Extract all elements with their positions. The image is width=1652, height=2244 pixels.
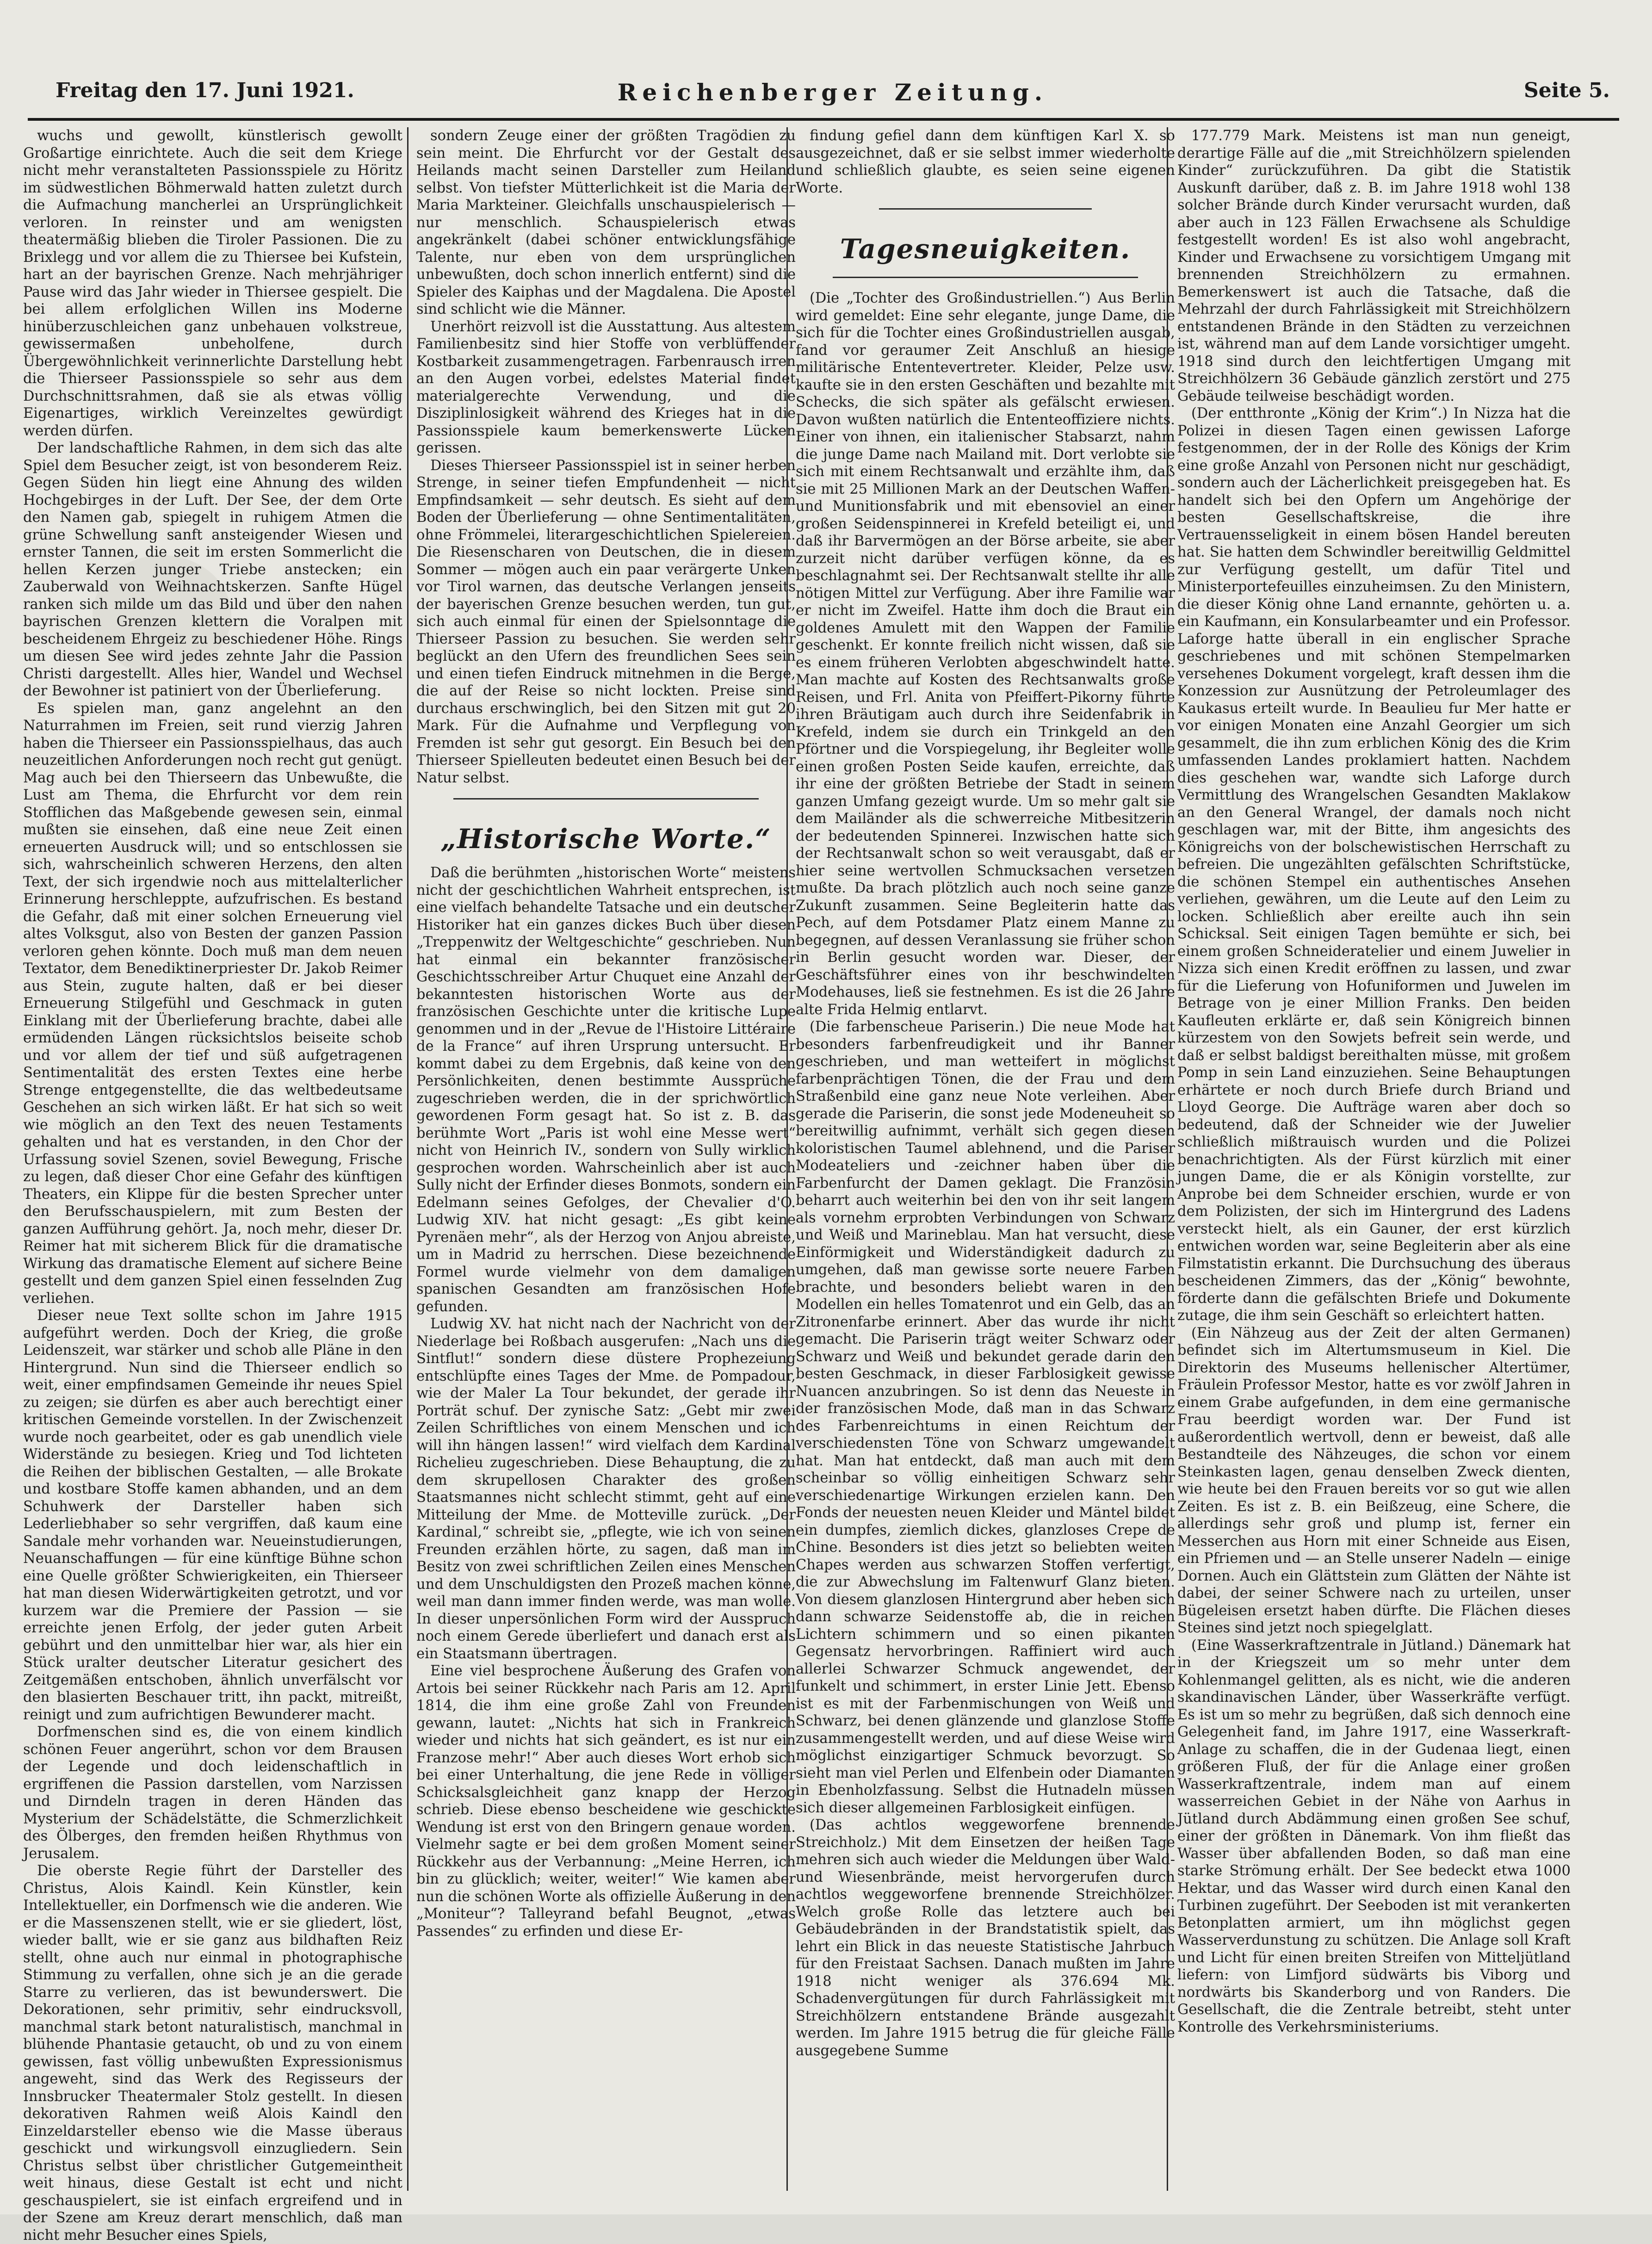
article-paragraph: Daß die berühmten „historischen Worte“ meistens nicht der geschichtlichen Wahrheit entsprechen, ist eine vielfach behandelte Tatsache und ein deutscher Historiker hat ein ganzes dickes Buch über diesen „Treppenwitz der Weltgeschichte“ geschrieben. Nun hat einmal ein bekannter französischer Geschichtsschreiber Artur Chuquet eine Anzahl der bekanntesten historischen Worte aus der französischen Geschichte unter die kritische Lupe genommen und in der „Revue de l'Histoire Littéraire de la France“ auf ihren Ursprung untersucht. Er kommt dabei zu dem Ergebnis, daß keine von den Persönlichkeiten, denen bestimmte Aussprüche zugeschrieben werden, die in der sprichwörtlich gewordenen Form gesagt hat. So ist z. B. das berühmte Wort „Paris ist wohl eine Messe wert“ nicht von Heinrich IV., sondern von Sully wirklich gesprochen worden. Wahrscheinlich aber ist auch Sully nicht der Erfinder dieses Bonmots, sondern ein Edelmann seines Gefolges, der Chevalier d'O. Ludwig XIV. hat nicht gesagt: „Es gibt keine Pyrenäen mehr“, als der Herzog von Anjou abreiste, um in Madrid zu herrschen. Diese bezeichnende Formel wurde vielmehr von dem damaligen spanischen Gesandten am französischen Hofe gefunden.: [416, 865, 796, 1315]
news-item: (Die „Tochter des Großindustriellen.“) Aus Berlin wird gemeldet: Eine sehr elegante, junge Dame, die sich für die Tochter eines Großindustriellen ausgab, fand vor geraumer Zeit Anschluß an hiesige militärische Ententevertreter. Kleider, Pelze usw. kaufte sie in den ersten Geschäften und bezahlte mit Schecks, die sich später als gefälscht erwiesen. Davon wußten natürlich die Ententeoffiziere nichts. Einer von ihnen, ein italienischer Stabsarzt, nahm die junge Dame nach Mailand mit. Dort verlobte sie sich mit einem Rechtsanwalt und erzählte ihm, daß sie mit 25 Millionen Mark an der Deutschen Waffen- und Munitionsfabrik und mit ebensoviel an einer großen Seidenspinnerei in Krefeld beteiligt ei, und daß ihr Barvermögen an der Börse arbeite, sie aber zurzeit nicht darüber verfügen könne, da es beschlagnahmt sei. Der Rechtsanwalt stellte ihr alle nötigen Mittel zur Verfügung. Aber ihre Familie war er nicht im Zweifel. Hatte ihm doch die Braut ein goldenes Amulett mit den Wappen der Familie geschenkt. Er konnte freilich nicht wissen, daß sie es einem früheren Verlobten abgeschwindelt hatte. Man machte auf Kosten des Rechtsanwalts große Reisen, und Frl. Anita von Pfeiffert-Pikorny führte ihren Bräutigam auch durch ihre Seidenfabrik in Krefeld, indem sie durch ein Trinkgeld an den Pförtner und die Vorspiegelung, ihr Begleiter wolle einen großen Posten Seide kaufen, erreichte, daß ihr eine der größten Betriebe der Stadt in seinem ganzen Umfang gezeigt wurde. Um so mehr galt sie dem Mailänder als die schwerreiche Mitbesitzerin der bedeutenden Spinnerei. Inzwischen hatte sich der Rechtsanwalt schon so weit verausgabt, daß er hier seine wertvollen Schmucksachen versetzen mußte. Da brach plötzlich auch noch seine ganze Zukunft zusammen. Seine Begleiterin hatte das Pech, auf dem Potsdamer Platz einem Manne zu begegnen, auf dessen Veranlassung sie früher schon in Berlin gesucht worden war. Dieser, der Geschäftsführer eines von ihr beschwindelten Modehauses, ließ sie festnehmen. Es ist die 26 Jahre alte Frida Helmig entlarvt.: [796, 290, 1175, 1018]
section-headline: Tagesneuigkeiten.: [840, 233, 1131, 265]
article-paragraph: Die oberste Regie führt der Darsteller des Christus, Alois Kaindl. Kein Künstler, kein Intellektueller, ein Dorfmensch wie die anderen. Wie er die Massenszenen stellt, wie er sie gliedert, löst, wieder ballt, wie er sie ganz aus bildhaften Reiz stellt, ohne auch nur einmal in photographische Stimmung zu verfallen, ohne sich je an die gerade Starre zu verlieren, das ist bewunderswert. Die Dekorationen, sehr primitiv, sehr eindrucksvoll, manchmal stark betont naturalistisch, manchmal in blühende Phantasie getaucht, ob und zu von einem gewissen, fast völlig unbewußten Expressionismus angeweht, sind das Werk des Regisseurs der Innsbrucker Theatermaler Stolz gestellt. In diesen dekorativen Rahmen weiß Alois Kaindl den Einzeldarsteller ebenso wie die Masse überaus geschickt und wirkungsvoll einzugliedern. Sein Christus selbst über christlicher Gutgemeintheit weit hinaus, diese Gestalt ist echt und nicht geschauspielert, sie ist einfach ergreifend und in der Szene am Kreuz derart menschlich, daß man nicht mehr Besucher eines Spiels,: [23, 1863, 402, 2244]
news-item: 177.779 Mark. Meistens ist man nun geneigt, derartige Fälle auf die „mit Streichhölzern spielenden Kinder“ zurückzuführen. Da gibt die Statistik Auskunft darüber, daß z. B. im Jahre 1918 wohl 138 solcher Brände durch Kinder verursacht wurden, daß aber auch in 123 Fällen Erwachsene als Schuldige festgestellt worden! Es ist also wohl angebracht, Kinder und Erwachsene zu vorsichtigem Umgang mit brennenden Streichhölzern zu ermahnen. Bemerkenswert ist auch die Tatsache, daß die Mehrzahl der durch Fahrlässigkeit mit Streichhölzern entstandenen Brände in den Städten zu verzeichnen ist, während man auf dem Lande vorsichtiger umgeht. 1918 sind durch den leichtfertigen Umgang mit Streichhölzern 36 Gebäude gänzlich zerstört und 275 Gebäude teilweise beschädigt worden.: [1177, 128, 1571, 404]
article-headline: „Historische Worte.“: [440, 823, 772, 855]
column-2: [416, 127, 796, 2191]
article-paragraph: Ludwig XV. hat nicht nach der Nachricht von der Niederlage bei Roßbach ausgerufen: „Nach uns die Sintflut!“ sondern diese düstere Prophezeiung entschlüpfte eines Tages der Mme. de Pompadour, wie der Maler La Tour bekundet, der gerade ihr Porträt schuf. Der zynische Satz: „Gebt mir zwei Zeilen Schriftliches von einem Menschen und ich will ihn hängen lassen!“ wird vielfach dem Kardinal Richelieu zugeschrieben. Diese Behauptung, die zu dem skrupellosen Charakter des großen Staatsmannes nicht schlecht stimmt, geht auf eine Mitteilung der Mme. de Motteville zurück. „Der Kardinal,“ schreibt sie, „pflegte, wie ich von seinen Freunden erzählen hörte, zu sagen, daß man im Besitz von zwei schriftlichen Zeilen eines Menschen und dem Unschuldigsten den Prozeß machen könne, weil man dann immer finden werde, was man wolle. In dieser unpersönlichen Form wird der Ausspruch noch einem Gerede überliefert und danach erst als ein Staatsmann übertragen.: [416, 1316, 796, 1662]
column-divider: [407, 127, 408, 2191]
article-paragraph: Der landschaftliche Rahmen, in dem sich das alte Spiel dem Besucher zeigt, ist von besonderem Reiz. Gegen Süden hin liegt eine Ahnung des wilden Hochgebirges in der Luft. Der See, der dem Orte den Namen gab, spiegelt in ruhigem Atmen die grüne Schwellung sanft ansteigender Wiesen und ernster Tannen, die seit im ersten Sommerlicht die hellen Kerzen junger Triebe anstecken; ein Zauberwald von Weihnachtskerzen. Sanfte Hügel ranken sich milde um das Bild und über den nahen bayrischen Grenzen klettern die Voralpen mit bescheidenem Ehrgeiz zu beschiedener Höhe. Rings um diesen See wird jedes zehnte Jahr die Passion Christi dargestellt. Alles hier, Wandel und Wechsel der Bewohner ist patiniert von der Überlieferung.: [23, 440, 402, 699]
section-rule: [833, 277, 1138, 278]
header-rule: [28, 118, 1619, 121]
article-paragraph: Es spielen man, ganz angelehnt an den Naturrahmen im Freien, seit rund vierzig Jahren haben die Thierseer ein Passionsspielhaus, das auch neuzeitlichen Anforderungen noch recht gut genügt. Mag auch bei den Thierseern das Unbewußte, die Lust am Thema, die Ehrfurcht vor dem rein Stofflichen das Maßgebende gewesen sein, einmal mußten sie einsehen, daß eine neue Zeit einen erneuerten Ausdruck will; und so entschlossen sie sich, wahrscheinlich schweren Herzens, den alten Text, der sich irgendwie noch aus mittelalterlicher Erinnerung herschleppte, aufzufrischen. Es bestand die Gefahr, daß mit einer solchen Erneuerung viel altes Volksgut, also von Besten der ganzen Passion verloren gehen könnte. Doch muß man dem neuen Textator, dem Benediktinerpriester Dr. Jakob Reimer aus Stein, zugute halten, daß er bei dieser Erneuerung Stilgefühl und Geschmack in guten Einklang mit der Überlieferung brachte, dabei alle ermüdenden Längen rücksichtslos beiseite schob und vor allem der tief und süß aufgetragenen Sentimentalität des ersten Textes eine herbe Strenge entgegenstellte, die das weltbedeutsame Geschehen an sich wirken läßt. Er hat sich so weit wie möglich an den Text des neuen Testaments gehalten und hat es verstanden, in den Chor der Urfassung soviel Szenen, soviel Bewegung, Frische zu legen, daß dieser Chor eine Gefahr des künftigen Theaters, ein Klippe für die besten Sprecher unter den Berufsschauspielern, mit zum Besten der ganzen Aufführung gehört. Ja, noch mehr, dieser Dr. Reimer hat mit sicherem Blick für die dramatische Wirkung das dramatische Element auf sichere Beine gestellt und dem ganzen Spiel einen fesselnden Zug verliehen.: [23, 700, 402, 1307]
column-1: [23, 127, 402, 2244]
page-number: Seite 5.: [1523, 79, 1610, 102]
column-4: [1177, 127, 1571, 2191]
news-item: (Der entthronte „König der Krim“.) In Nizza hat die Polizei in diesen Tagen einen gewissen Laforge festgenommen, der in der Rolle des Königs der Krim eine große Anzahl von Personen nicht nur geschädigt, sondern auch der Lächerlichkeit preisgegeben hat. Es handelt sich bei den Opfern um Angehörige der besten Gesellschaftskreise, die ihre Vertrauensseligkeit in einem bösen Handel bereuten hat. Sie hatten dem Schwindler bereitwillig Geldmittel zur Verfügung gestellt, um dafür Titel und Ministerportefeuilles einzuheimsen. Zu den Ministern, die dieser König ohne Land ernannte, gehörten u. a. ein Kaufmann, ein Konsularbeamter und ein Professor. Laforge hatte überall in ein englischer Sprache geschriebenes und mit schönen Stempelmarken versehenes Dokument vorgelegt, kraft dessen ihm die Konzession zur Ausnützung der Petroleumlager des Kaukasus erteilt wurde. In Beaulieu fur Mer hatte er vor einigen Monaten eine Anzahl Georgier um sich gesammelt, die ihn zum erblichen König des die Krim umfassenden Landes proklamiert hatten. Nachdem dies geschehen war, wandte sich Laforge durch Vermittlung des Wrangelschen Gesandten Maklakow an den General Wrangel, der damals noch nicht geschlagen war, mit der Bitte, ihm angesichts des Königreichs von der bolschewistischen Herrschaft zu befreien. Die ungezählten gefälschten Schriftstücke, die schönen Stempel ein authentisches Ansehen verliehen, gewähren, um die Leute auf den Leim zu locken. Schließlich aber ereilte auch ihn sein Schicksal. Seit einigen Tagen bemühte er sich, bei einem großen Schneideratelier und einem Juwelier in Nizza sich einen Kredit eröffnen zu lassen, und zwar für die Lieferung von Hofuniformen und Juwelen im Betrage von je einer Million Franks. Den beiden Kaufleuten erklärte er, daß sein Königreich binnen kürzestem von den Sowjets befreit sein werde, und daß er selbst baldigst bereithalten müsse, mit großem Pomp in sein Land einzuziehen. Seine Behauptungen erhärtete er noch durch Briefe durch Briand und Lloyd George. Die Aufträge waren aber doch so bedeutend, daß der Schneider wie der Juwelier schließlich mißtrauisch wurden und die Polizei benachrichtigten. Als der Fürst kürzlich mit einer jungen Dame, die er als Königin vorstellte, zur Anprobe bei dem Schneider erschien, wurde er von dem Polizisten, der sich im Hintergrund des Ladens versteckt hielt, als ein Gauner, der erst kürzlich entwichen worden war, seine Begleiterin aber als eine Filmstatistin erkannt. Die Durchsuchung des überaus bescheidenen Zimmers, das der „König“ bewohnte, förderte dann die gefälschten Briefe und Dokumente zutage, die ihm sein Geschäft so erleichtert hatten.: [1177, 405, 1571, 1324]
issue-date: Freitag den 17. Juni 1921.: [56, 79, 354, 102]
news-item: (Eine Wasserkraftzentrale in Jütland.) Dänemark hat in der Kriegszeit um so mehr unter dem Kohlenmangel gelitten, als es nicht, wie die anderen skandinavischen Länder, über Wasserkräfte verfügt. Es ist um so mehr zu begrüßen, daß sich dennoch eine Gelegenheit fand, im Jahre 1917, eine Wasserkraft-Anlage zu schaffen, die in der Gudenaa liegt, einen größeren Fluß, der für die Anlage einer großen Wasserkraftzentrale, indem man auf einem wasserreichen Gebiet in der Nähe von Aarhus in Jütland durch Abdämmung einen großen See schuf, einer der größten in Dänemark. Von ihm fließt das Wasser über abfallenden Boden, so daß man eine starke Strömung erhält. Der See bedeckt etwa 1000 Hektar, und das Wasser wird durch einen Kanal den Turbinen zugeführt. Der Seeboden ist mit verankerten Betonplatten armiert, um ihn möglichst gegen Wasserverdunstung zu schützen. Die Anlage soll Kraft und Licht für einen breiten Streifen von Mitteljütland liefern: von Limfjord südwärts bis Viborg und nordwärts bis Skanderborg und von Randers. Die Gesellschaft, die die Zentrale betreibt, steht unter Kontrolle des Verkehrsministeriums.: [1177, 1637, 1571, 2035]
section-rule: [453, 798, 759, 800]
article-paragraph: Dieser neue Text sollte schon im Jahre 1915 aufgeführt werden. Doch der Krieg, die große Leidenszeit, war stärker und schob alle Pläne in den Hintergrund. Nun sind die Thierseer endlich so weit, einer empfindsamen Gemeinde ihr neues Spiel zu zeigen; sie dürfen es aber auch berechtigt einer kritischen Gemeinde vorstellen. In der Zwischenzeit wurde noch gearbeitet, oder es gab unendlich viele Widerstände zu besiegen. Krieg und Tod lichteten die Reihen der biblischen Gestalten, — alle Brokate und kostbare Stoffe kamen abhanden, und an dem Schuhwerk der Darsteller haben sich Lederliebhaber so sehr vergriffen, daß kaum eine Sandale mehr vorhanden war. Neueinstudierungen, Neuanschaffungen — für eine künftige Bühne schon eine Quelle größter Schwierigkeiten, ein Thierseer hat man diesen Widerwärtigkeiten getrotzt, und vor kurzem war die Premiere der Passion — sie erreichte jenen Erfolg, der jeder guten Arbeit gebührt und den unmittelbar hier war, als hier ein Stück uralter deutscher Literatur gesichert des Zeitgemäßen entschoben, ähnlich unverfälscht vor den blasierten Beschauer tritt, ihn packt, mitreißt, reinigt und zum aufrichtigen Bewunderer macht.: [23, 1308, 402, 1723]
section-rule: [879, 208, 1092, 210]
article-paragraph: wuchs und gewollt, künstlerisch gewollt Großartige einrichtete. Auch die seit dem Kriege nicht mehr veranstalteten Passionsspiele zu Höritz im südwestlichen Böhmerwald hatten zuletzt durch die Aufmachung mancherlei an Ursprünglichkeit verloren. In reinster und am wenigsten theatermäßig blieben die Tiroler Passionen. Die zu Brixlegg und vor allem die zu Thiersee bei Kufstein, hart an der bayrischen Grenze. Nach mehrjähriger Pause wird das Jahr wieder in Thiersee gespielt. Die bei allem erfolglichen Willen ins Moderne hinüberzuschleichen ganz unbehauen volkstreue, gewissermaßen unbeholfene, durch Übergewöhnlichkeit verinnerlichte Darstellung hebt die Thierseer Passionsspiele so sehr aus dem Durchschnittsrahmen, daß sie als etwas völlig Eigenartiges, wirklich Vereinzeltes gewürdigt werden dürfen.: [23, 128, 402, 439]
article-paragraph: Dieses Thierseer Passionsspiel ist in seiner herben Strenge, in seiner tiefen Empfundenheit — nicht Empfindsamkeit — sehr deutsch. Es sieht auf dem Boden der Überlieferung — ohne Sentimentalitäten, ohne Frömmelei, literargeschichtlichen Spielereien. Die Riesenscharen von Deutschen, die in diesem Sommer — mögen auch ein paar verärgerte Unken vor Tirol warnen, das deutsche Verlangen jenseits der bayerischen Grenze besuchen werden, tun gut, sich auch einmal für einen der Spielsonntage die Thierseer Passion zu besuchen. Sie werden sehr beglückt an den Ufern des freundlichen Sees sein und einen tiefen Eindruck mitnehmen in die Berge, die auf der Reise so nicht lockten. Preise sind durchaus erschwinglich, bei den Sitzen mit gut 20 Mark. Für die Aufnahme und Verpflegung von Fremden ist sehr gut gesorgt. Ein Besuch bei den Thierseer Spielleuten bedeutet einen Besuch bei der Natur selbst.: [416, 457, 796, 786]
article-paragraph: sondern Zeuge einer der größten Tragödien zu sein meint. Die Ehrfurcht vor der Gestalt des Heilands macht seinen Darsteller zum Heiland selbst. Von tiefster Mütterlichkeit ist die Maria der Maria Markteiner. Gleichfalls unschauspielerisch — nur menschlich. Schauspielerisch etwas angekränkelt (dabei schöner entwicklungsfähige Talente, nur eben von dem ursprünglichen unbewußten, doch schon innerlich entfernt) sind die Spieler des Kaiphas und der Magdalena. Die Apostel sind schlicht wie die Männer.: [416, 128, 796, 317]
news-item: (Ein Nähzeug aus der Zeit der alten Germanen) befindet sich im Altertumsmuseum in Kiel. Die Direktorin des Museums hellenischer Altertümer, Fräulein Professor Mestor, hatte es vor zwölf Jahren in einem Grabe aufgefunden, in dem eine germanische Frau beerdigt worden war. Der Fund ist außerordentlich wertvoll, denn er beweist, daß alle Bestandteile des Nähzeuges, die schon vor einem Steinkasten lagen, genau denselben Zweck dienten, wie heute bei den Frauen bereits vor so gut wie allen Zeiten. Es ist z. B. ein Beißzeug, eine Schere, die allerdings sehr groß und plump ist, ferner ein Messerchen aus Horn mit einer Schneide aus Eisen, ein Pfriemen und — an Stelle unserer Nadeln — einige Dornen. Auch ein Glättstein zum Glätten der Nähte ist dabei, der seiner Schwere nach zu urteilen, unser Bügeleisen ersetzt haben dürfte. Die Flächen dieses Steines sind jetzt noch spiegelglatt.: [1177, 1325, 1571, 1636]
newspaper-title: Reichenberger Zeitung.: [617, 79, 1048, 106]
masthead: [28, 69, 1619, 111]
article-paragraph: Dorfmenschen sind es, die von einem kindlich schönen Feuer angerührt, schon vor dem Brausen der Legende und doch leidenschaftlich in ergriffenen die Passion darstellen, vom Narzissen und Dirndeln tragen in deren Händen das Mysterium der Schädelstätte, die Schmerzlichkeit des Ölberges, den fremden heißen Rhythmus von Jerusalem.: [23, 1724, 402, 1862]
article-paragraph: findung gefiel dann dem künftigen Karl X. so ausgezeichnet, daß er sie selbst immer wiederholte und schließlich glaubte, es seien seine eigenen Worte.: [796, 128, 1175, 196]
news-item: (Die farbenscheue Pariserin.) Die neue Mode hat besonders farbenfreudigkeit und ihr Banner geschrieben, und man wetteifert in möglichst farbenprächtigen Tönen, die der Frau und dem Straßenbild eine ganz neue Note verleihen. Aber gerade die Pariserin, die sonst jede Modeneuheit so bereitwillig aufnimmt, verhält sich gegen diesen koloristischen Taumel ablehnend, und die Pariser Modeateliers und -zeichner haben über die Farbenfurcht der Damen geklagt. Die Französin beharrt auch weiterhin bei den von ihr seit langem als vornehm erprobten Verbindungen von Schwarz und Weiß und Marineblau. Man hat versucht, diese Einförmigkeit und Widerständigkeit dadurch zu umgehen, daß man gewisse sorte neuere Farben brachte, und besonders beliebt waren in den Modellen ein helles Tomatenrot und ein Gelb, das an Zitronenfarbe erinnert. Aber das wurde ihr nicht gemacht. Die Pariserin trägt weiter Schwarz oder Schwarz und Weiß und bekundet gerade darin den besten Geschmack, in dieser Farblosigkeit gewisse Nuancen anzubringen. So ist denn das Neueste in der französischen Mode, daß man in das Schwarz des Farbenreichtums in einen Reichtum der verschiedensten Töne von Schwarz umgewandelt hat. Man hat entdeckt, daß man auch mit dem scheinbar so völlig einheitigen Schwarz sehr verschiedenartige Wirkungen erzielen kann. Den Fonds der neuesten neuen Kleider und Mäntel bildet ein dumpfes, ziemlich dickes, glanzloses Crepe de Chine. Besonders ist dies jetzt so beliebten weiten Chapes werden aus schwarzen Stoffen verfertigt, die zur Abwechslung im Faltenwurf Glanz bieten. Von diesem glanzlosen Hintergrund aber heben sich dann schwarze Seidenstoffe ab, die in reichen Lichtern schimmern und so einen pikanten Gegensatz hervorbringen. Raffiniert wird auch allerlei Schwarzer Schmuck angewendet, der funkelt und schimmert, in erster Linie Jett. Ebenso ist es mit der Farbenmischungen von Weiß und Schwarz, bei denen glänzende und glanzlose Stoffe zusammengestellt werden, und auf diese Weise wird möglichst einzigartiger Schmuck bevorzugt. So sieht man viel Perlen und Elfenbein oder Diamanten in Ebenholzfassung. Selbst die Hutnadeln müssen sich dieser allgemeinen Farblosigkeit einfügen.: [796, 1019, 1175, 1816]
article-paragraph: Eine viel besprochene Äußerung des Grafen von Artois bei seiner Rückkehr nach Paris am 12. April 1814, die ihm eine große Zahl von Freunden gewann, lautet: „Nichts hat sich in Frankreich wieder und nichts hat sich geändert, es ist nur ein Franzose mehr!“ Aber auch dieses Wort erhob sich bei einer Unterhaltung, die jene Rede in völliger Schicksalsgleichheit ganz knapp der Herzog schrieb. Diese ebenso bescheidene wie geschickte Wendung ist erst von den Bringern genaue worden. Vielmehr sagte er bei dem großen Moment seiner Rückkehr aus der Verbannung: „Meine Herren, ich bin zu glücklich; weiter, weiter!“ Wie kamen aber nun die schönen Worte als offizielle Äußerung in den „Moniteur“? Talleyrand befahl Beugnot, „etwas Passendes“ zu erfinden und diese Er-: [416, 1663, 796, 1940]
column-3: [796, 127, 1175, 2191]
article-paragraph: Unerhört reizvoll ist die Ausstattung. Aus altestem Familienbesitz sind hier Stoffe von verblüffender Kostbarkeit zusammengetragen. Farbenrausch irren an den Augen vorbei, edelstes Material findet materialgerechte Verwendung, und die Disziplinlosigkeit während des Krieges hat in die Passionsspiele kaum bemerkenswerte Lücken gerissen.: [416, 318, 796, 456]
news-item: (Das achtlos weggeworfene brennende Streichholz.) Mit dem Einsetzen der heißen Tage mehren sich auch wieder die Meldungen über Wald- und Wiesenbrände, meist hervorgerufen durch achtlos weggeworfene brennende Streichhölzer. Welch große Rolle das letztere auch bei Gebäudebränden in der Brandstatistik spielt, das lehrt ein Blick in das neueste Statistische Jahrbuch für den Freistaat Sachsen. Danach mußten im Jahre 1918 nicht weniger als 376.694 Mk. Schadenvergütungen für durch Fahrlässigkeit mit Streichhölzern entstandene Brände ausgezahlt werden. Im Jahre 1915 betrug die für gleiche Fälle ausgegebene Summe: [796, 1817, 1175, 2059]
